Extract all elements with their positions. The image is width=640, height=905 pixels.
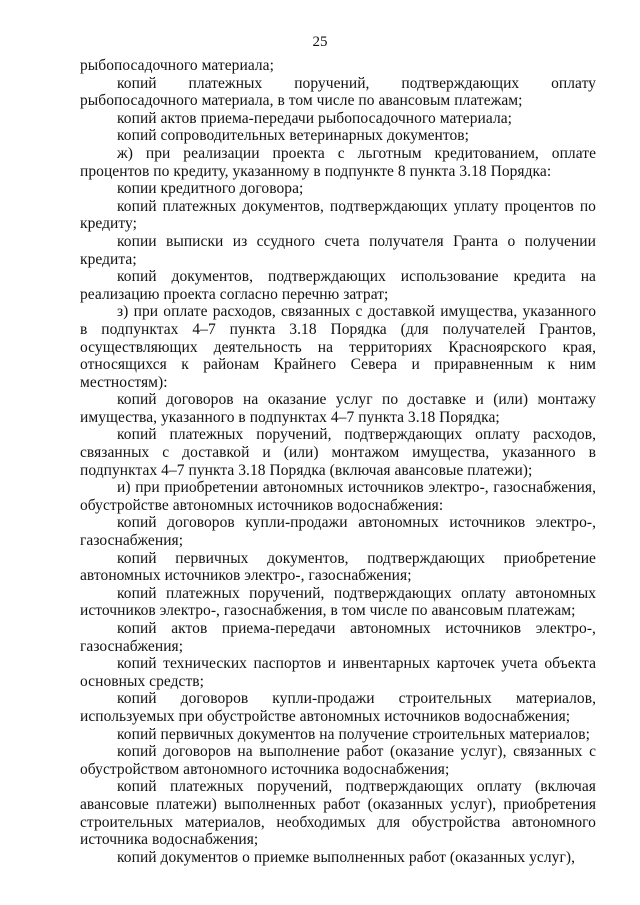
paragraph: копий документов, подтверждающих использование кредита на реализацию проекта согласно перечню затрат; xyxy=(80,268,596,303)
paragraph: копий платежных поручений, подтверждающих оплату автономных источников электро-, газоснабжения, в том числе по авансовым платежам; xyxy=(80,584,596,620)
paragraph: копии кредитного договора; xyxy=(117,180,304,198)
paragraph: копий технических паспортов и инвентарных карточек учета объекта основных средств; xyxy=(80,655,596,690)
paragraph: копии выписки из ссудного счета получателя Гранта о получении кредита; xyxy=(80,232,596,268)
paragraph: з) при оплате расходов, связанных с доставкой имущества, указанного в подпунктах 4–7 пункта 3.18 Порядка (для получателей Грантов, осуществляющих деятельность на территориях Красноярского края, относящихся к районам Крайнего Севера и приравненным к ним местностям): xyxy=(80,303,596,391)
paragraph: копий платежных поручений, подтверждающих оплату (включая авансовые платежи) выполненных работ (оказанных услуг), приобретения строительных материалов, необходимых для обустройства автономного источника водоснабжения; xyxy=(80,778,596,849)
paragraph: копий договоров на оказание услуг по доставке и (или) монтажу имущества, указанного в подпунктах 4–7 пункта 3.18 Порядка; xyxy=(80,391,596,426)
paragraph: копий платежных документов, подтверждающих уплату процентов по кредиту; xyxy=(80,197,596,233)
paragraph: ж) при реализации проекта с льготным кредитованием, оплате процентов по кредиту, указанному в подпункте 8 пункта 3.18 Порядка: xyxy=(80,144,596,180)
paragraph: копий актов приема-передачи рыбопосадочного материала; xyxy=(117,109,513,127)
paragraph: копий первичных документов, подтверждающих приобретение автономных источников электро-, газоснабжения; xyxy=(80,549,596,585)
paragraph: копий договоров на выполнение работ (оказание услуг), связанных с обустройством автономного источника водоснабжения; xyxy=(80,743,596,778)
paragraph: рыбопосадочного материала; xyxy=(80,57,274,74)
paragraph: копий договоров купли-продажи автономных источников электро-, газоснабжения; xyxy=(80,514,596,550)
paragraph: и) при приобретении автономных источников электро-, газоснабжения, обустройстве автономных источников водоснабжения: xyxy=(80,479,596,514)
paragraph: копий актов приема-передачи автономных источников электро-, газоснабжения; xyxy=(80,620,596,655)
paragraph: копий документов о приемке выполненных работ (оказанных услуг), xyxy=(117,848,575,866)
paragraph: копий сопроводительных ветеринарных документов; xyxy=(117,127,470,145)
page-number: 25 xyxy=(312,34,328,50)
paragraph: копий первичных документов на получение строительных материалов; xyxy=(117,725,590,743)
paragraph: копий договоров купли-продажи строительных материалов, используемых при обустройстве автономных источников водоснабжения; xyxy=(80,690,596,725)
document-body xyxy=(80,57,596,866)
paragraph: копий платежных поручений, подтверждающих оплату расходов, связанных с доставкой и (или) монтажом имущества, указанного в подпунктах 4–7 пункта 3.18 Порядка (включая авансовые платежи); xyxy=(80,426,596,479)
paragraph: копий платежных поручений, подтверждающих оплату рыбопосадочного материала, в том числе по авансовым платежам; xyxy=(80,74,596,110)
